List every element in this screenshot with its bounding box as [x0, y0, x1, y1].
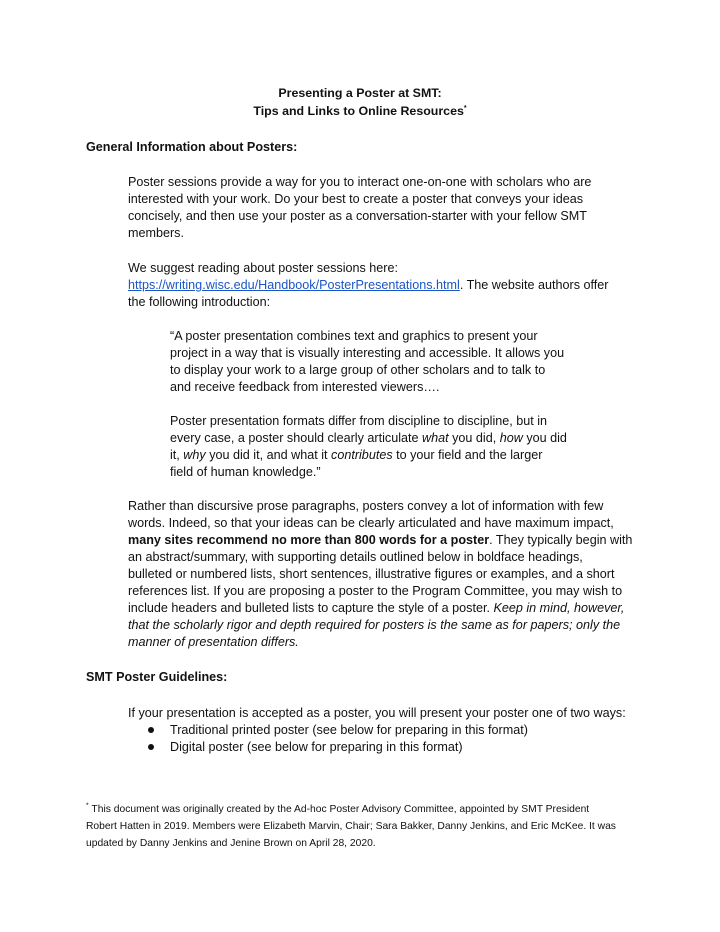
quote-emphasis: what	[422, 431, 449, 445]
quote-line: project in a way that is visually interesting and accessible. It allows you	[170, 346, 565, 360]
list-item: Traditional printed poster (see below for preparing in this format)	[170, 723, 528, 737]
quote-text: every case, a poster should clearly articulate	[170, 431, 422, 445]
paragraph-line: words. Indeed, so that your ideas can be clearly articulated and have maximum impact,	[128, 516, 614, 530]
handbook-link[interactable]: https://writing.wisc.edu/Handbook/PosterPresentations.html	[128, 278, 460, 292]
footnote-text: This document was originally created by the Ad-hoc Poster Advisory Committee, appointed by SMT President	[91, 804, 590, 815]
paragraph-text: include headers and bulleted lists to capture the style of a poster.	[128, 601, 494, 615]
section-heading-guidelines: SMT Poster Guidelines:	[86, 670, 228, 684]
paragraph-line: interested with your work. Do your best to create a poster that conveys your ideas	[128, 192, 583, 206]
paragraph-line: references list. If you are proposing a poster to the Program Committee, you may wish to	[128, 584, 623, 598]
quote-text: to your field and the larger	[392, 448, 543, 462]
quote-line: to display your work to a large group of other scholars and to talk to	[170, 363, 546, 377]
paragraph-line	[128, 531, 632, 549]
bullet-icon	[148, 727, 154, 733]
quote-line: Poster presentation formats differ from discipline to discipline, but in	[170, 414, 548, 428]
paragraph-line: Poster sessions provide a way for you to interact one-on-one with scholars who are	[128, 175, 592, 189]
paragraph-line: concisely, and then use your poster as a conversation-starter with your fellow SMT	[128, 209, 587, 223]
quote-emphasis: contributes	[331, 448, 393, 462]
paragraph-line: bulleted or numbered lists, short sentences, illustrative figures or examples, and a short	[128, 567, 615, 581]
quote-emphasis: why	[183, 448, 206, 462]
quote-text: you did it, and what it	[205, 448, 332, 462]
paragraph-line	[128, 633, 299, 651]
paragraph-line: We suggest reading about poster sessions here:	[128, 261, 398, 275]
paragraph-line	[128, 276, 608, 294]
paragraph-line	[128, 616, 620, 634]
quote-line	[170, 446, 542, 464]
doc-subtitle	[0, 102, 720, 120]
footnote-line: updated by Danny Jenkins and Jenine Brown on April 28, 2020.	[86, 838, 376, 849]
list-item: Digital poster (see below for preparing in this format)	[170, 740, 463, 754]
section-heading-general: General Information about Posters:	[86, 140, 298, 154]
paragraph-line: If your presentation is accepted as a poster, you will present your poster one of two ways:	[128, 706, 626, 720]
italic-text: Keep in mind, however,	[493, 601, 625, 615]
quote-emphasis: how	[499, 431, 523, 445]
paragraph-line: members.	[128, 226, 184, 240]
doc-title-line2: Tips and Links to Online Resources	[253, 104, 464, 118]
quote-text: you did	[522, 431, 567, 445]
quote-text: it,	[170, 448, 184, 462]
italic-text: manner of presentation differs.	[128, 635, 299, 649]
italic-text: that the scholarly rigor and depth required for posters is the same as for papers; only the	[128, 618, 621, 632]
quote-line: and receive feedback from interested viewers….	[170, 380, 440, 394]
paragraph-line: an abstract/summary, with supporting details outlined below in boldface headings,	[128, 550, 583, 564]
footnote-mark: *	[86, 802, 89, 810]
quote-line: field of human knowledge.”	[170, 465, 321, 479]
footnote-line	[86, 801, 589, 818]
footnote-line: Robert Hatten in 2019. Members were Elizabeth Marvin, Chair; Sara Bakker, Danny Jenkins, and Eric McKee. It was	[86, 821, 616, 832]
paragraph-text: . They typically begin with	[489, 533, 633, 547]
paragraph-line: Rather than discursive prose paragraphs, posters convey a lot of information with few	[128, 499, 604, 513]
quote-line: “A poster presentation combines text and graphics to present your	[170, 329, 538, 343]
footnote-reference: *	[463, 104, 467, 112]
paragraph-line: the following introduction:	[128, 295, 271, 309]
doc-title-line1: Presenting a Poster at SMT:	[278, 86, 442, 100]
quote-text: you did,	[448, 431, 500, 445]
quote-line	[170, 429, 567, 447]
paragraph-line	[128, 599, 624, 617]
paragraph-text: . The website authors offer	[459, 278, 609, 292]
doc-title	[0, 84, 720, 102]
bullet-icon	[148, 744, 154, 750]
bold-text: many sites recommend no more than 800 words for a poster	[128, 533, 490, 547]
